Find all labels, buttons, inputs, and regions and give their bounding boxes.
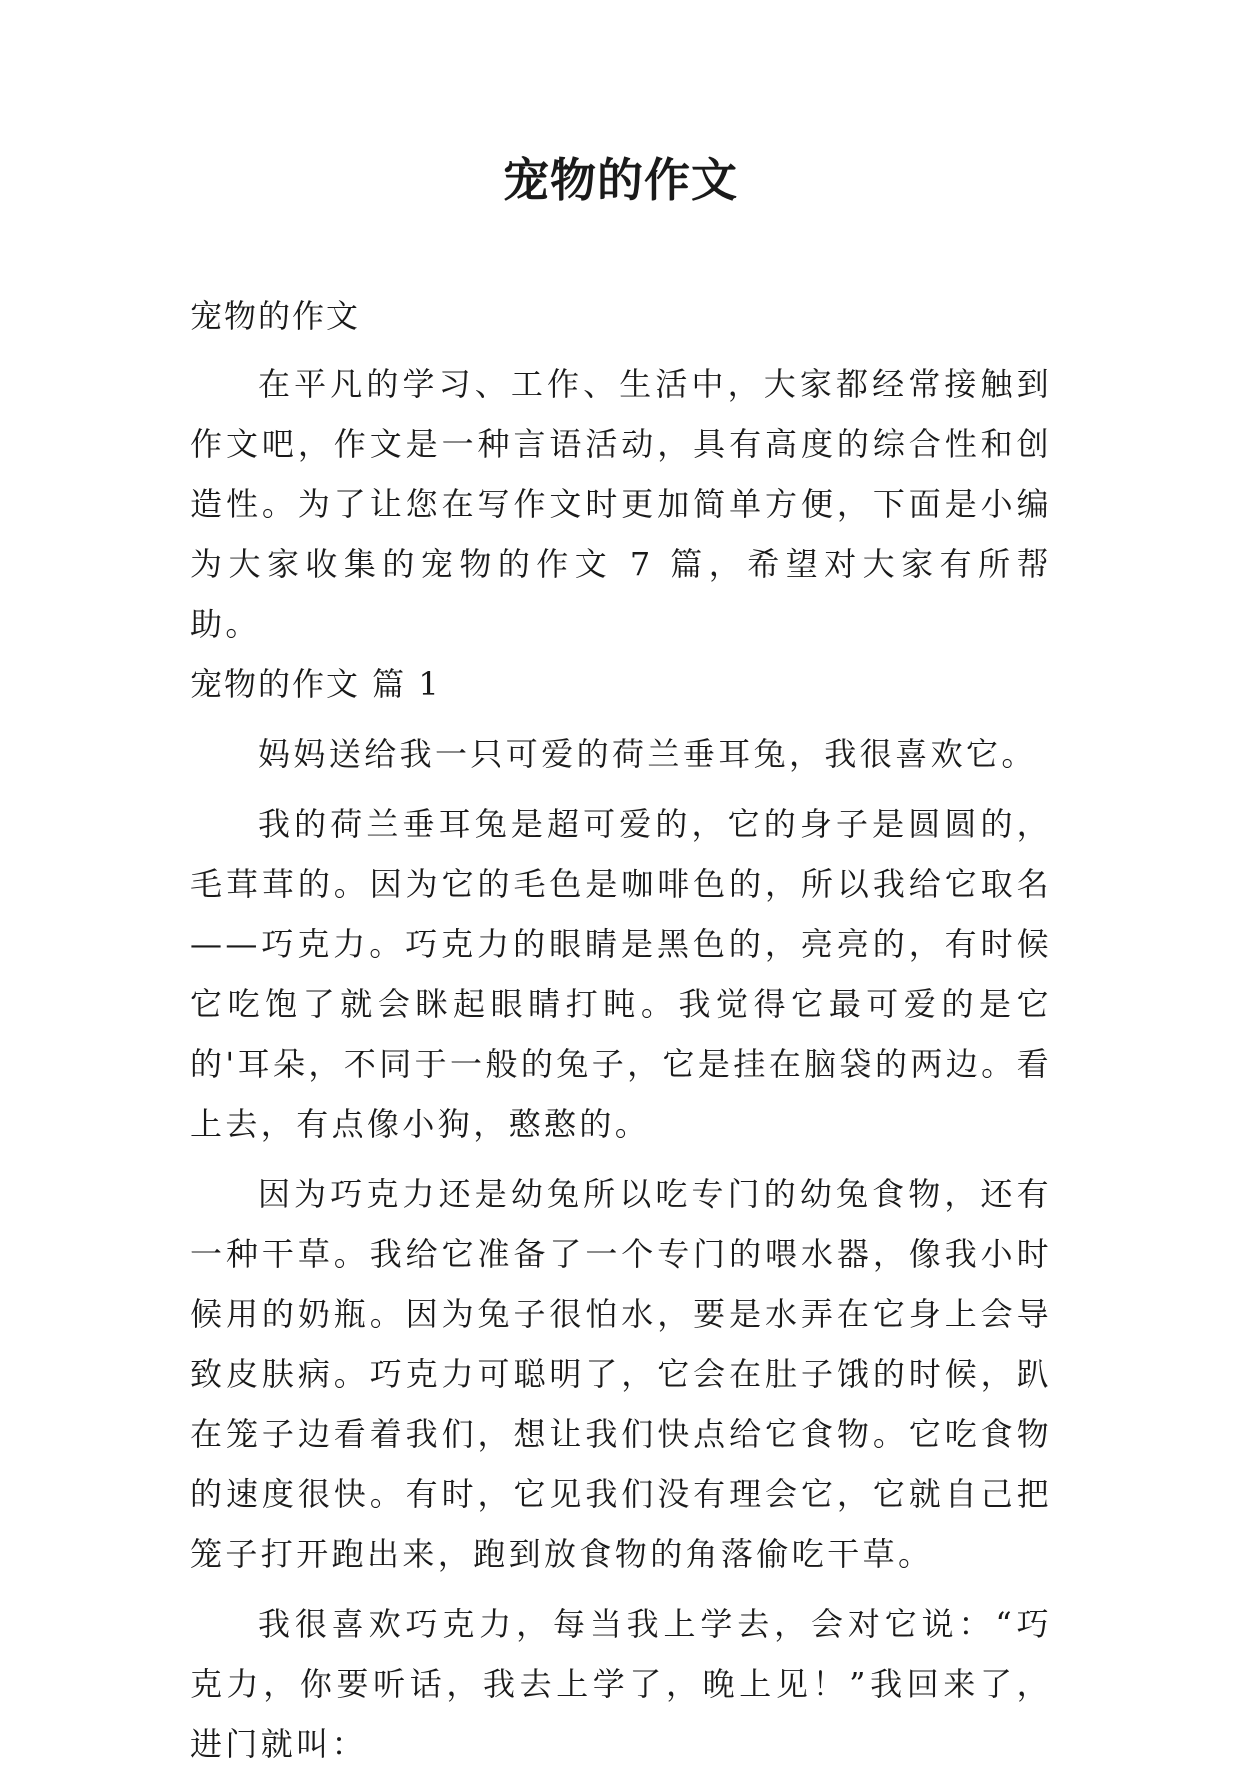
section-heading: 宠物的作文 bbox=[190, 297, 361, 335]
document-title: 宠物的作文 bbox=[503, 153, 738, 207]
body-paragraph: 妈妈送给我一只可爱的荷兰垂耳兔，我很喜欢它。 bbox=[258, 735, 1037, 773]
body-paragraph: 我很喜欢巧克力，每当我上学去，会对它说：“巧克力，你要听话，我去上学了，晚上见！”我回来了，进门就叫： bbox=[190, 1605, 1052, 1763]
document-body bbox=[190, 286, 1052, 1774]
section-heading: 宠物的作文 篇 1 bbox=[190, 665, 441, 703]
body-paragraph: 因为巧克力还是幼兔所以吃专门的幼兔食物，还有一种干草。我给它准备了一个专门的喂水器，像我小时候用的奶瓶。因为兔子很怕水，要是水弄在它身上会导致皮肤病。巧克力可聪明了，它会在肚子饿的时候，趴在笼子边看着我们，想让我们快点给它食物。它吃食物的速度很快。有时，它见我们没有理会它，它就自己把笼子打开跑出来，跑到放食物的角落偷吃干草。 bbox=[190, 1175, 1052, 1573]
body-paragraph: 我的荷兰垂耳兔是超可爱的，它的身子是圆圆的，毛茸茸的。因为它的毛色是咖啡色的，所以我给它取名——巧克力。巧克力的眼睛是黑色的，亮亮的，有时候它吃饱了就会眯起眼睛打盹。我觉得它最可爱的是它的'耳朵，不同于一般的兔子，它是挂在脑袋的两边。看上去，有点像小狗，憨憨的。 bbox=[190, 805, 1052, 1143]
intro-paragraph: 在平凡的学习、工作、生活中，大家都经常接触到作文吧，作文是一种言语活动，具有高度的综合性和创造性。为了让您在写作文时更加简单方便，下面是小编为大家收集的宠物的作文 7 篇，希望对大家有所帮助。 bbox=[190, 365, 1052, 643]
